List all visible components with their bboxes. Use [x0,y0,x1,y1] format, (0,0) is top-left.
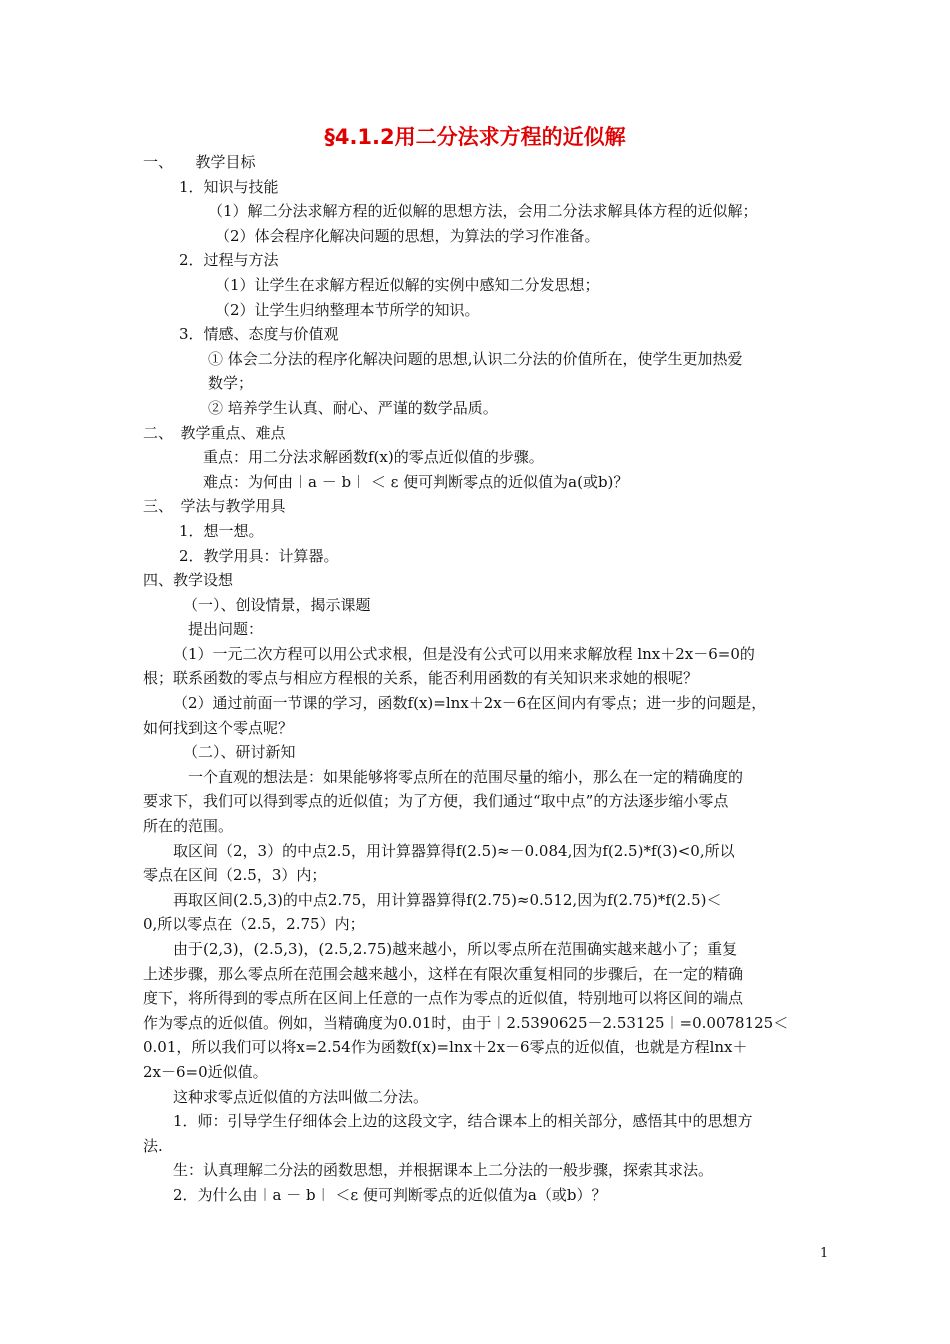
text-line: （1）解二分法求解方程的近似解的思想方法，会用二分法求解具体方程的近似解； [208,202,758,221]
text-line: 重点：用二分法求解函数f(x)的零点近似值的步骤。 [203,448,544,467]
text-line: 0,所以零点在（2.5，2.75）内； [143,915,365,934]
text-line: 三、 学法与教学用具 [143,497,286,516]
text-line: 1．知识与技能 [179,177,279,196]
document-title: §4.1.2用二分法求方程的近似解 [324,125,626,149]
text-line: 2．为什么由︱a － b︱ ＜ε 便可判断零点的近似值为a（或b）？ [173,1185,607,1204]
text-line: 一个直观的想法是：如果能够将零点所在的范围尽量的缩小，那么在一定的精确度的 [188,767,744,786]
text-line: 作为零点的近似值。例如，当精确度为0.01时，由于︱2.5390625－2.53125︱=0.0078125＜ [143,1013,789,1032]
text-line: （2）让学生归纳整理本节所学的知识。 [215,300,480,319]
text-line: 难点：为何由︱a － b︱ ＜ ε 便可判断零点的近似值为a(或b)？ [203,472,629,491]
page-number: 1 [820,1246,829,1261]
text-line: 3．情感、态度与价值观 [179,325,339,344]
text-line: 上述步骤，那么零点所在范围会越来越小，这样在有限次重复相同的步骤后，在一定的精确 [143,964,744,983]
text-line: ① 体会二分法的程序化解决问题的思想,认识二分法的价值所在，使学生更加热爱 [208,349,743,368]
text-line: 这种求零点近似值的方法叫做二分法。 [173,1087,429,1106]
text-line: 生：认真理解二分法的函数思想，并根据课本上二分法的一般步骤，探索其求法。 [173,1161,714,1180]
text-line: （二）、研讨新知 [183,743,296,762]
text-line: 1．师：引导学生仔细体会上边的这段文字，结合课本上的相关部分，感悟其中的思想方 [173,1112,753,1131]
text-line: （2）体会程序化解决问题的思想，为算法的学习作准备。 [215,226,600,245]
text-line: 2．过程与方法 [179,251,279,270]
text-line: 0.01，所以我们可以将x=2.54作为函数f(x)=lnx＋2x－6零点的近似值，也就是方程lnx＋ [143,1038,748,1057]
text-line: 四、教学设想 [143,571,234,590]
text-line: （1）让学生在求解方程近似解的实例中感知二分发思想； [215,275,600,294]
text-line: 数学； [208,374,254,393]
text-line: 如何找到这个零点呢？ [143,718,294,737]
text-line: 由于(2,3)，(2.5,3)，(2.5,2.75)越来越小，所以零点所在范围确实越来越小了；重复 [173,940,738,958]
text-line: （一）、创设情景，揭示课题 [183,595,371,614]
text-line: 2．教学用具：计算器。 [179,546,339,565]
text-line: 所在的范围。 [143,817,234,836]
text-line: 法. [143,1136,163,1155]
text-line: 一、 教学目标 [143,153,256,171]
text-line: （1）一元二次方程可以用公式求根，但是没有公式可以用来求解放程 lnx＋2x－6=0的 [173,644,755,663]
text-line: 2x－6=0近似值。 [143,1062,268,1081]
text-line: （2）通过前面一节课的学习，函数f(x)=lnx＋2x－6在区间内有零点；进一步的问题是， [173,694,767,713]
text-line: 二、 教学重点、难点 [143,423,286,442]
text-line: 提出问题： [188,620,264,639]
text-line: 取区间（2，3）的中点2.5，用计算器算得f(2.5)≈－0.084,因为f(2.5)*f(3)<0,所以 [173,841,735,860]
text-line: 零点在区间（2.5，3）内； [143,866,327,885]
text-line: ② 培养学生认真、耐心、严谨的数学品质。 [208,398,498,417]
text-line: 再取区间(2.5,3)的中点2.75，用计算器算得f(2.75)≈0.512,因为f(2.75)*f(2.5)＜ [173,890,722,909]
text-line: 根；联系函数的零点与相应方程根的关系，能否利用函数的有关知识来求她的根呢？ [143,669,699,688]
text-line: 要求下，我们可以得到零点的近似值；为了方便，我们通过“取中点”的方法逐步缩小零点 [143,792,729,811]
document-body [143,150,811,1208]
text-line: 1．想一想。 [179,521,264,540]
text-line: 度下，将所得到的零点所在区间上任意的一点作为零点的近似值，特别地可以将区间的端点 [143,989,744,1008]
